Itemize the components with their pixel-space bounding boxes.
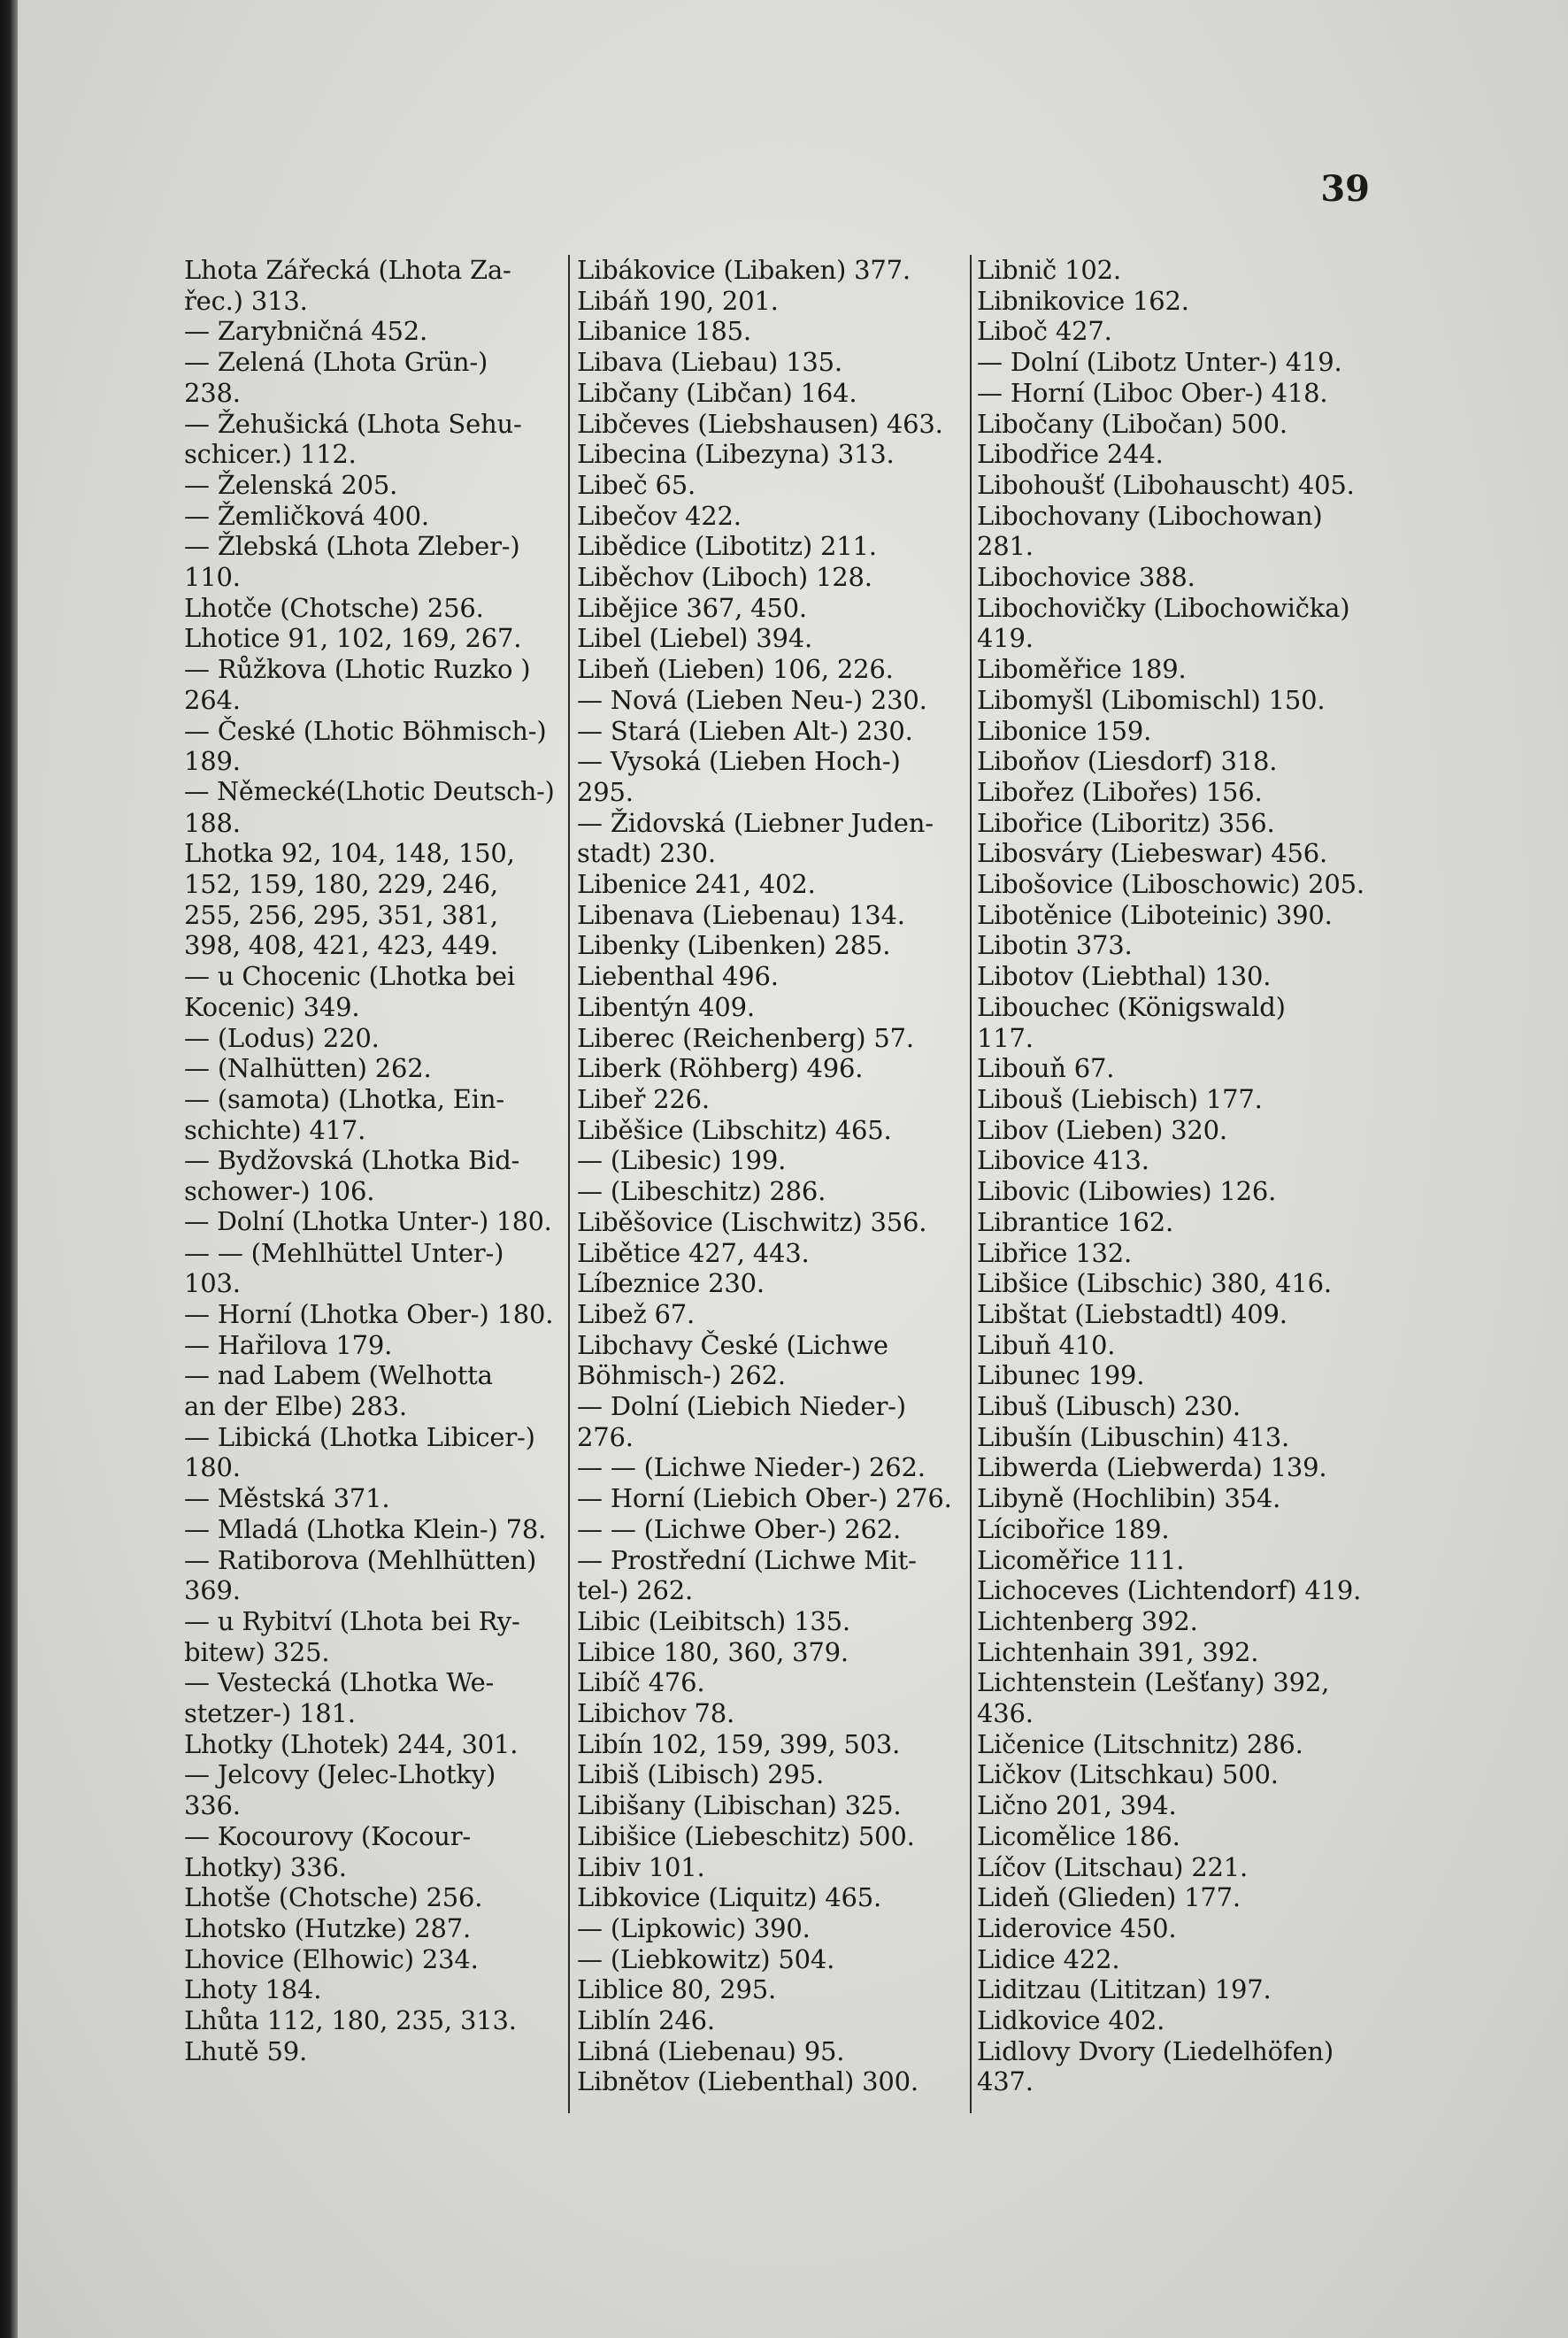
index-entry-line: Libíč 476. [577,1667,705,1698]
index-entry-line: — České (Lhotic Böhmisch-) [184,715,547,746]
index-entry-line: Liebenthal 496. [577,961,779,992]
index-entry-line: Libušín (Libuschin) 413. [977,1421,1289,1452]
index-entry-line: Libouš (Liebisch) 177. [977,1083,1263,1114]
index-entry-line: Libnětov (Liebenthal) 300. [577,2066,919,2097]
index-entry-line: Libotov (Liebthal) 130. [977,961,1272,992]
index-entry-line: Libřice 132. [977,1237,1133,1268]
index-entry-line: — Městská 371. [184,1483,390,1514]
index-entry-line: Libwerda (Liebwerda) 139. [977,1452,1327,1483]
index-entry-line: Lhotky (Lhotek) 244, 301. [184,1728,519,1759]
index-entry-line: Libohoušť (Libohauscht) 405. [977,469,1355,500]
index-entry-line: Lhota Zářecká (Lhota Za- [184,255,511,285]
index-entry-line: Lhotče (Chotsche) 256. [184,592,484,623]
index-entry-line: Libovice 413. [977,1145,1149,1176]
index-entry-line: Libišice (Liebeschitz) 500. [577,1820,915,1851]
index-entry-line: Líbeznice 230. [577,1268,765,1299]
index-entry-line: — Žlebská (Lhota Zleber-) [184,531,520,562]
index-entry-line: Libel (Liebel) 394. [577,623,813,654]
index-entry-line: Libouň 67. [977,1053,1115,1084]
index-column-3 [977,255,1375,2113]
index-entry-line: Libovic (Libowies) 126. [977,1176,1277,1207]
index-entry-line: Lichoceves (Lichtendorf) 419. [977,1575,1362,1606]
index-entry-line: Libouchec (Königswald) [977,991,1286,1022]
index-entry-line: Libecina (Libezyna) 313. [577,439,895,470]
index-entry-line: — Zarybničná 452. [184,316,428,347]
index-entry-line: — nad Labem (Welhotta [184,1360,493,1391]
index-entry-line: — Hařilova 179. [184,1329,393,1360]
index-entry-line: Libava (Liebau) 135. [577,347,842,378]
index-entry-line: Libeč 65. [577,469,696,500]
index-entry-line: tel-) 262. [577,1575,693,1606]
index-entry-line: Libochovičky (Libochowička) [977,592,1350,623]
index-entry-line: Libná (Liebenau) 95. [577,2035,845,2066]
column-rule-2 [970,255,972,2113]
index-entry-line: Libosváry (Liebeswar) 456. [977,838,1328,869]
index-entry-line: Liběchov (Liboch) 128. [577,562,872,593]
index-entry-line: Liditzau (Lititzan) 197. [977,1974,1272,2005]
index-entry-line: Lhotše (Chotsche) 256. [184,1882,483,1913]
index-entry-line: 188. [184,807,241,838]
index-entry-line: Libějice 367, 450. [577,592,807,623]
index-entry-line: Librantice 162. [977,1206,1174,1237]
index-entry-line: řec.) 313. [184,285,308,316]
index-entry-line: Libice 180, 360, 379. [577,1636,849,1667]
index-entry-line: Libštat (Liebstadtl) 409. [977,1298,1287,1329]
index-entry-line: — Mladá (Lhotka Klein-) 78. [184,1513,547,1544]
index-entry-line: Licomělice 186. [977,1820,1180,1851]
index-entry-line: Libonice 159. [977,715,1152,746]
index-entry-line: Libošovice (Liboschowic) 205. [977,869,1364,900]
index-entry-line: Libkovice (Liquitz) 465. [577,1882,882,1913]
index-entry-line: — u Chocenic (Lhotka bei [184,961,515,992]
index-entry-line: Libnič 102. [977,255,1121,285]
index-entry-line: Líčov (Litschau) 221. [977,1851,1249,1882]
index-entry-line: — Dolní (Lhotka Unter-) 180. [184,1206,552,1236]
index-entry-line: — Žemličková 400. [184,500,429,531]
index-entry-line: Libeř 226. [577,1083,710,1114]
index-entry-line: Lícibořice 189. [977,1513,1170,1544]
index-entry-line: Libšice (Libschic) 380, 416. [977,1268,1332,1299]
index-entry-line: Liblice 80, 295. [577,1974,776,2005]
index-entry-line: — Horní (Lhotka Ober-) 180. [184,1298,554,1329]
index-entry-line: Lideň (Glieden) 177. [977,1882,1241,1913]
index-entry-line: stetzer-) 181. [184,1698,356,1729]
index-entry-line: Libomyšl (Libomischl) 150. [977,684,1326,715]
index-entry-line: — Kocourovy (Kocour- [184,1820,471,1851]
index-entry-line: Liberk (Röhberg) 496. [577,1053,864,1084]
index-entry-line: 437. [977,2066,1034,2097]
index-entry-line: Lichtenhain 391, 392. [977,1636,1259,1667]
index-entry-line: Liběšice (Libschitz) 465. [577,1114,892,1145]
index-entry-line: — Dolní (Libotz Unter-) 419. [977,347,1342,378]
index-entry-line: Lidlovy Dvory (Liedelhöfen) [977,2035,1334,2066]
index-entry-line: Libochovany (Libochowan) [977,500,1323,531]
index-column-1 [184,255,556,2113]
index-entry-line: Lichtenberg 392. [977,1605,1198,1636]
index-entry-line: — — (Lichwe Ober-) 262. [577,1513,902,1544]
index-entry-line: Libuš (Libusch) 230. [977,1391,1241,1422]
index-entry-line: Liboňov (Liesdorf) 318. [977,746,1278,777]
index-entry-line: Liboměřice 189. [977,654,1187,685]
index-entry-line: bitew) 325. [184,1636,330,1667]
index-entry-line: Libořice (Liboritz) 356. [977,807,1275,838]
index-entry-line: Libentýn 409. [577,991,755,1022]
index-entry-line: — Bydžovská (Lhotka Bid- [184,1145,520,1176]
index-entry-line: — (Libeschitz) 286. [577,1176,826,1207]
index-entry-line: Libyně (Hochlibin) 354. [977,1483,1281,1514]
index-entry-line: — (Lodus) 220. [184,1022,380,1053]
index-entry-line: — (Liebkowitz) 504. [577,1943,835,1974]
index-entry-line: 281. [977,531,1034,562]
index-entry-line: Libotin 373. [977,930,1133,961]
index-entry-line: — — (Mehlhüttel Unter-) [184,1237,504,1268]
index-entry-line: Liběšovice (Lischwitz) 356. [577,1206,927,1237]
page-binding-edge [0,0,18,2338]
index-entry-line: — Německé(Lhotic Deutsch-) [184,776,555,806]
index-entry-line: — Prostřední (Lichwe Mit- [577,1544,917,1575]
index-entry-line: Libořez (Libořes) 156. [977,776,1263,807]
index-entry-line: — (Nalhütten) 262. [184,1053,432,1084]
index-entry-line: — Horní (Liebich Ober-) 276. [577,1483,952,1514]
index-entry-line: Libětice 427, 443. [577,1237,810,1268]
column-rule-1 [568,255,570,2113]
index-entry-line: Libov (Lieben) 320. [977,1114,1227,1145]
index-entry-line: Ličenice (Litschnitz) 286. [977,1728,1303,1759]
index-entry-line: 110. [184,562,241,593]
index-entry-line: Libchavy České (Lichwe [577,1329,888,1360]
index-entry-line: Libodřice 244. [977,439,1164,470]
index-entry-line: — Libická (Lhotka Libicer-) [184,1421,535,1452]
index-entry-line: schower-) 106. [184,1176,375,1207]
index-entry-line: Libuň 410. [977,1329,1116,1360]
index-entry-line: Lhoty 184. [184,1974,322,2005]
index-entry-line: — Žehušická (Lhota Sehu- [184,408,522,439]
index-entry-line: — u Rybitví (Lhota bei Ry- [184,1605,520,1636]
index-entry-line: Böhmisch-) 262. [577,1360,786,1391]
index-entry-line: — Vysoká (Lieben Hoch-) [577,746,901,777]
page-number: 39 [1320,168,1370,210]
index-entry-line: 103. [184,1268,241,1299]
index-entry-line: Lhotsko (Hutzke) 287. [184,1912,472,1943]
index-entry-line: Libčany (Libčan) 164. [577,377,857,408]
index-entry-line: 436. [977,1698,1034,1729]
index-entry-line: Libanice 185. [577,316,751,347]
index-entry-line: — Nová (Lieben Neu-) 230. [577,684,927,715]
index-entry-line: Libnikovice 162. [977,285,1189,316]
index-entry-line: schicer.) 112. [184,439,357,470]
index-entry-line: Liboč 427. [977,316,1112,347]
index-entry-line: Libenky (Libenken) 285. [577,930,891,961]
index-entry-line: Lidice 422. [977,1943,1120,1974]
index-entry-line: Libčeves (Liebshausen) 463. [577,408,943,439]
index-entry-line: Libic (Leibitsch) 135. [577,1605,850,1636]
index-entry-line: 276. [577,1421,634,1452]
index-entry-line: 336. [184,1790,241,1821]
index-entry-line: an der Elbe) 283. [184,1391,407,1422]
index-entry-line: 238. [184,377,241,408]
index-entry-line: 117. [977,1022,1034,1053]
index-entry-line: Libečov 422. [577,500,742,531]
index-entry-line: 189. [184,746,241,777]
index-entry-line: Libáň 190, 201. [577,285,779,316]
index-entry-line: Lhutě 59. [184,2035,307,2066]
index-entry-line: Lhůta 112, 180, 235, 313. [184,2005,517,2036]
index-entry-line: — Želenská 205. [184,469,398,500]
index-entry-line: 264. [184,684,241,715]
index-entry-line: — Zelená (Lhota Grün-) [184,347,488,378]
index-entry-line: — Židovská (Liebner Juden- [577,807,934,838]
index-entry-line: Lhotice 91, 102, 169, 267. [184,623,522,654]
index-entry-line: Libeň (Lieben) 106, 226. [577,654,894,685]
index-entry-line: Libenava (Liebenau) 134. [577,899,905,930]
index-entry-line: — — (Lichwe Nieder-) 262. [577,1452,926,1483]
index-entry-line: Libochovice 388. [977,562,1195,593]
index-entry-line: — Stará (Lieben Alt-) 230. [577,715,913,746]
index-entry-line: Liderovice 450. [977,1912,1177,1943]
index-entry-line: — Jelcovy (Jelec-Lhotky) [184,1759,496,1790]
index-entry-line: — Vestecká (Lhotka We- [184,1667,495,1698]
index-entry-line: — Růžkova (Lhotic Ruzko ) [184,654,531,685]
index-entry-line: 419. [977,623,1034,654]
index-entry-line: Licoměřice 111. [977,1544,1185,1575]
index-entry-line: Libotěnice (Liboteinic) 390. [977,899,1333,930]
index-entry-line: Libež 67. [577,1298,696,1329]
index-entry-line: Libín 102, 159, 399, 503. [577,1728,901,1759]
index-entry-line: — (Libesic) 199. [577,1145,787,1176]
index-entry-line: Ličkov (Litschkau) 500. [977,1759,1279,1790]
index-entry-line: — Horní (Liboc Ober-) 418. [977,377,1328,408]
index-entry-line: — (Lipkowic) 390. [577,1912,811,1943]
index-entry-line: Lično 201, 394. [977,1790,1177,1821]
index-entry-line: Lichtenstein (Lešťany) 392, [977,1667,1330,1698]
index-column-2 [577,255,968,2113]
index-entry-line: Lidkovice 402. [977,2005,1165,2036]
index-entry-line: 398, 408, 421, 423, 449. [184,930,498,961]
index-entry-line: Libákovice (Libaken) 377. [577,255,911,285]
index-entry-line: 295. [577,776,634,807]
index-entry-line: — (samota) (Lhotka, Ein- [184,1083,504,1114]
index-entry-line: Libědice (Libotitz) 211. [577,531,877,562]
index-entry-line: — Ratiborova (Mehlhütten) [184,1544,537,1575]
index-entry-line: 152, 159, 180, 229, 246, [184,869,498,900]
index-entry-line: 255, 256, 295, 351, 381, [184,899,498,930]
index-entry-line: Liberec (Reichenberg) 57. [577,1022,914,1053]
index-entry-line: Libenice 241, 402. [577,869,816,900]
index-entry-line: — Dolní (Liebich Nieder-) [577,1391,906,1422]
index-entry-line: Libunec 199. [977,1360,1145,1391]
index-entry-line: stadt) 230. [577,838,716,869]
index-entry-line: Lhovice (Elhowic) 234. [184,1943,479,1974]
index-entry-line: Libiš (Libisch) 295. [577,1759,825,1790]
index-entry-line: Libišany (Libischan) 325. [577,1790,902,1821]
index-entry-line: Lhotky) 336. [184,1851,347,1882]
index-entry-line: 369. [184,1575,241,1606]
index-entry-line: Lhotka 92, 104, 148, 150, [184,838,515,869]
index-entry-line: Kocenic) 349. [184,991,360,1022]
index-entry-line: Liblín 246. [577,2005,715,2036]
index-entry-line: 180. [184,1452,241,1483]
index-entry-line: Libichov 78. [577,1698,735,1729]
index-entry-line: Libočany (Libočan) 500. [977,408,1287,439]
index-entry-line: schichte) 417. [184,1114,366,1145]
index-entry-line: Libiv 101. [577,1851,705,1882]
